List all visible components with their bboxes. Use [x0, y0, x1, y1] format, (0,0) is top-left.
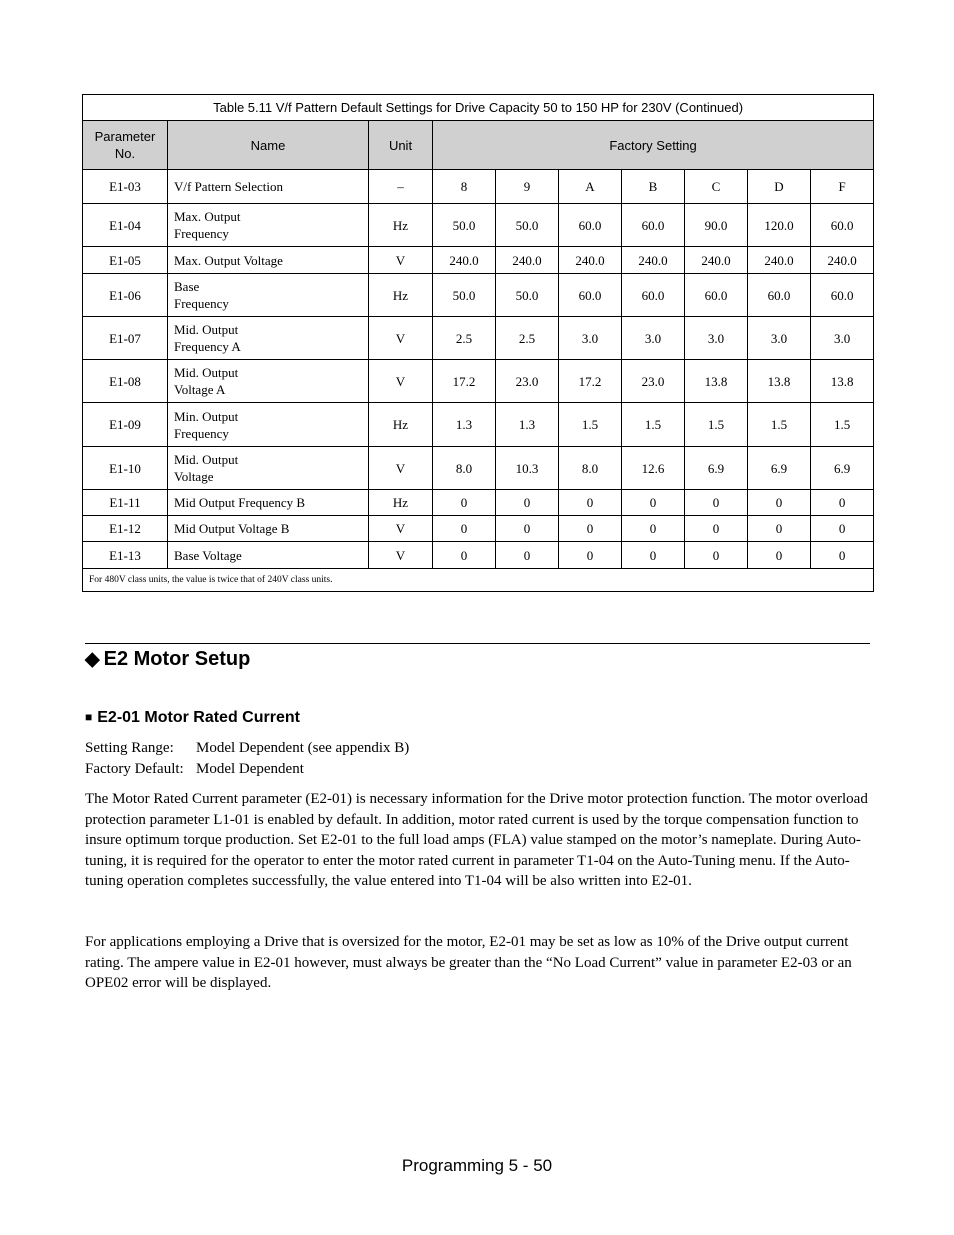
table-row	[83, 274, 874, 317]
cell-factory-value: 240.0	[622, 247, 685, 274]
setting-range-value: Model Dependent (see appendix B)	[196, 740, 410, 756]
cell-factory-value: 1.5	[622, 403, 685, 447]
cell-unit: Hz	[369, 490, 433, 516]
cell-parameter: E1-06	[83, 274, 168, 317]
table-row	[83, 170, 874, 204]
factory-default-value: Model Dependent	[196, 760, 304, 777]
cell-factory-value: 240.0	[685, 247, 748, 274]
cell-factory-value: B	[622, 170, 685, 204]
cell-factory-value: D	[748, 170, 811, 204]
cell-factory-value: 50.0	[433, 204, 496, 247]
cell-factory-value: 23.0	[496, 360, 559, 403]
cell-parameter: E1-11	[83, 490, 168, 516]
cell-factory-value: 240.0	[433, 247, 496, 274]
cell-unit: V	[369, 516, 433, 542]
section-title-text: E2 Motor Setup	[103, 648, 251, 670]
cell-unit: V	[369, 317, 433, 360]
cell-parameter: E1-04	[83, 204, 168, 247]
cell-parameter: E1-07	[83, 317, 168, 360]
table-caption: Table 5.11 V/f Pattern Default Settings for Drive Capacity 50 to 150 HP for 230V (Continued)	[83, 95, 874, 121]
header-unit: Unit	[369, 121, 433, 170]
cell-factory-value: 0	[433, 542, 496, 569]
cell-unit: –	[369, 170, 433, 204]
cell-unit: V	[369, 247, 433, 274]
cell-unit: V	[369, 360, 433, 403]
header-factory-setting: Factory Setting	[433, 121, 874, 170]
cell-factory-value: 2.5	[433, 317, 496, 360]
cell-factory-value: 8	[433, 170, 496, 204]
cell-name: Base Frequency	[168, 274, 369, 317]
cell-factory-value: 0	[433, 490, 496, 516]
page-footer: Programming 5 - 50	[401, 1156, 553, 1175]
cell-name: Max. Output Voltage	[168, 247, 369, 274]
cell-name: Min. Output Frequency	[168, 403, 369, 447]
table-row	[83, 403, 874, 447]
cell-parameter: E1-10	[83, 447, 168, 490]
paragraph-motor-rated-current: The Motor Rated Current parameter (E2-01) is necessary information for the Drive motor protection function. The motor overload protection parameter L1-01 is enabled by default. In addition, motor rated current is used by the torque compensation function to insure optimum torque production. Set E2-01 to the full load amps (FLA) value stamped on the motor’s nameplate. During Auto-tuning, it is required for the operator to enter the motor rated current in parameter T1-04 on the Auto-Tuning menu. If the Auto-tuning operation completes successfully, the value entered into T1-04 will be also written into E2-01.	[85, 791, 868, 889]
table-row	[83, 247, 874, 274]
cell-factory-value: 0	[622, 490, 685, 516]
setting-range-row	[85, 738, 409, 759]
header-name: Name	[168, 121, 369, 170]
cell-factory-value: 60.0	[559, 274, 622, 317]
cell-factory-value: 0	[748, 516, 811, 542]
cell-parameter: E1-09	[83, 403, 168, 447]
cell-factory-value: 0	[496, 516, 559, 542]
cell-factory-value: 17.2	[433, 360, 496, 403]
cell-factory-value: 3.0	[559, 317, 622, 360]
cell-parameter: E1-13	[83, 542, 168, 569]
cell-factory-value: 3.0	[622, 317, 685, 360]
cell-factory-value: 1.5	[685, 403, 748, 447]
cell-factory-value: 3.0	[748, 317, 811, 360]
cell-factory-value: 13.8	[685, 360, 748, 403]
cell-factory-value: 50.0	[433, 274, 496, 317]
cell-unit: Hz	[369, 274, 433, 317]
cell-factory-value: 1.3	[433, 403, 496, 447]
table-row	[83, 542, 874, 569]
cell-factory-value: 0	[685, 490, 748, 516]
factory-default-label: Factory Default:	[85, 760, 184, 777]
cell-factory-value: 0	[685, 516, 748, 542]
cell-factory-value: 60.0	[685, 274, 748, 317]
cell-factory-value: 13.8	[811, 360, 874, 403]
cell-factory-value: 6.9	[748, 447, 811, 490]
factory-default-row	[85, 759, 409, 780]
cell-parameter: E1-08	[83, 360, 168, 403]
cell-factory-value: 240.0	[496, 247, 559, 274]
cell-factory-value: 50.0	[496, 204, 559, 247]
cell-name: Max. Output Frequency	[168, 204, 369, 247]
cell-name: Mid Output Voltage B	[168, 516, 369, 542]
cell-factory-value: 0	[622, 516, 685, 542]
section-heading	[85, 646, 250, 673]
cell-parameter: E1-03	[83, 170, 168, 204]
cell-factory-value: 0	[496, 542, 559, 569]
cell-factory-value: 0	[748, 490, 811, 516]
cell-factory-value: 0	[496, 490, 559, 516]
diamond-icon: ◆	[85, 649, 100, 670]
square-bullet-icon: ■	[85, 710, 93, 724]
cell-factory-value: 0	[811, 542, 874, 569]
setting-info	[85, 738, 409, 779]
table-row	[83, 447, 874, 490]
cell-factory-value: 0	[622, 542, 685, 569]
cell-factory-value: 0	[811, 490, 874, 516]
cell-factory-value: 1.5	[811, 403, 874, 447]
subsection-heading	[85, 708, 300, 728]
cell-factory-value: 8.0	[433, 447, 496, 490]
table-note-row	[83, 569, 874, 592]
cell-factory-value: 9	[496, 170, 559, 204]
cell-factory-value: 3.0	[811, 317, 874, 360]
cell-factory-value: 13.8	[748, 360, 811, 403]
cell-unit: V	[369, 447, 433, 490]
cell-factory-value: 50.0	[496, 274, 559, 317]
cell-name: Base Voltage	[168, 542, 369, 569]
table-row	[83, 204, 874, 247]
cell-factory-value: 60.0	[622, 274, 685, 317]
cell-factory-value: 0	[559, 516, 622, 542]
cell-factory-value: 120.0	[748, 204, 811, 247]
cell-factory-value: 0	[433, 516, 496, 542]
cell-factory-value: 60.0	[748, 274, 811, 317]
cell-factory-value: 240.0	[811, 247, 874, 274]
cell-factory-value: C	[685, 170, 748, 204]
table-header-row	[83, 121, 874, 170]
cell-factory-value: 0	[685, 542, 748, 569]
cell-factory-value: 60.0	[811, 204, 874, 247]
setting-range-label: Setting Range:	[85, 740, 174, 756]
cell-factory-value: 8.0	[559, 447, 622, 490]
subsection-title-text: E2-01 Motor Rated Current	[97, 709, 300, 726]
cell-name: V/f Pattern Selection	[168, 170, 369, 204]
cell-unit: Hz	[369, 403, 433, 447]
cell-name: Mid Output Frequency B	[168, 490, 369, 516]
vf-pattern-table	[82, 94, 874, 592]
cell-parameter: E1-05	[83, 247, 168, 274]
cell-factory-value: 0	[559, 542, 622, 569]
cell-factory-value: 240.0	[748, 247, 811, 274]
cell-factory-value: 0	[748, 542, 811, 569]
cell-unit: V	[369, 542, 433, 569]
section-rule	[85, 643, 870, 644]
table-row	[83, 317, 874, 360]
table-note: For 480V class units, the value is twice that of 240V class units.	[83, 569, 874, 592]
header-parameter-no: Parameter No.	[83, 121, 168, 170]
cell-factory-value: 240.0	[559, 247, 622, 274]
cell-factory-value: 2.5	[496, 317, 559, 360]
table-row	[83, 490, 874, 516]
cell-name: Mid. Output Voltage	[168, 447, 369, 490]
cell-factory-value: 60.0	[811, 274, 874, 317]
table-row	[83, 516, 874, 542]
cell-unit: Hz	[369, 204, 433, 247]
cell-factory-value: 1.5	[559, 403, 622, 447]
cell-factory-value: 0	[559, 490, 622, 516]
cell-factory-value: F	[811, 170, 874, 204]
cell-factory-value: 10.3	[496, 447, 559, 490]
cell-factory-value: 6.9	[811, 447, 874, 490]
cell-factory-value: 90.0	[685, 204, 748, 247]
paragraph-oversized-drive: For applications employing a Drive that is oversized for the motor, E2-01 may be set as low as 10% of the Drive output current rating. The ampere value in E2-01 however, must always be greater than the “No Load Current” value in parameter E2-03 or an OPE02 error will be displayed.	[85, 934, 852, 991]
cell-name: Mid. Output Frequency A	[168, 317, 369, 360]
table-row	[83, 360, 874, 403]
cell-factory-value: 1.3	[496, 403, 559, 447]
cell-name: Mid. Output Voltage A	[168, 360, 369, 403]
cell-factory-value: 3.0	[685, 317, 748, 360]
cell-factory-value: 60.0	[622, 204, 685, 247]
cell-parameter: E1-12	[83, 516, 168, 542]
cell-factory-value: 12.6	[622, 447, 685, 490]
cell-factory-value: 0	[811, 516, 874, 542]
cell-factory-value: 23.0	[622, 360, 685, 403]
cell-factory-value: 17.2	[559, 360, 622, 403]
cell-factory-value: 1.5	[748, 403, 811, 447]
cell-factory-value: A	[559, 170, 622, 204]
cell-factory-value: 60.0	[559, 204, 622, 247]
cell-factory-value: 6.9	[685, 447, 748, 490]
